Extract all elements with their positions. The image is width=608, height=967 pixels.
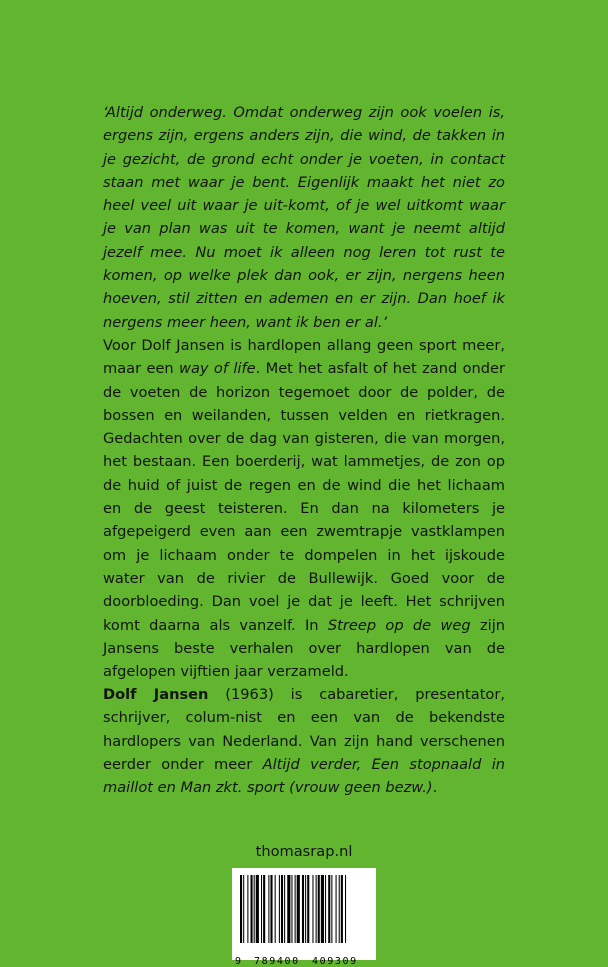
barcode-bar (325, 875, 326, 943)
author-bio: Dolf Jansen (1963) is cabaretier, presentator, schrijver, colum-nist en een van de bekendste hardlopers van Nederland. Van zijn hand verschenen eerder onder meer Altijd verder, Een stopnaald in maillot en Man zkt. sport (vrouw geen bezw.). (103, 686, 506, 797)
barcode-bar (287, 875, 290, 943)
publisher-website[interactable]: thomasrap.nl (255, 843, 353, 860)
book-title: Streep op de weg (327, 616, 471, 634)
barcode-bar (307, 875, 309, 943)
barcode-bar (247, 875, 248, 943)
barcode-bar (302, 875, 304, 943)
barcode-bar (305, 875, 306, 943)
barcode-bar (321, 875, 324, 943)
barcode-bar (243, 875, 244, 943)
ean-first-digit: 9 (235, 956, 242, 967)
barcode-bar (318, 875, 320, 943)
barcode-bar (336, 875, 337, 943)
ean-right-group: 409309 (312, 956, 358, 967)
isbn-barcode (232, 868, 376, 967)
barcode-bar (281, 875, 283, 943)
barcode-bar (254, 875, 255, 943)
barcode-bar (270, 875, 272, 943)
barcode-bar (279, 875, 280, 943)
barcode-bar (345, 875, 346, 943)
barcode-bar (328, 875, 330, 943)
barcode-bar (295, 875, 296, 943)
previous-titles: Altijd verder, Een stopnaald in maillot en Man zkt. sport (vrouw geen bezw.) (103, 755, 506, 797)
barcode-bar (297, 875, 300, 943)
blurb-paragraph: Voor Dolf Jansen is hardlopen allang geen sport meer, maar een way of life. Met het asfalt of het zand onder de voeten de horizon tegemoet door de polder, de bossen en weilanden, tussen velden en rietkragen. Gedachten over de dag van gisteren, die van morgen, het bestaan. Een boerderij, wat lammetjes, de zon op de huid of juist de regen en de wind die het lichaam en de geest teisteren. En dan na kilometers je afgepeigerd even aan een zwemtrapje vastklampen om je lichaam onder te dompelen in het ijskoude water van de rivier de Bullewijk. Goed voor de doorbloeding. Dan voel je dat je leeft. Het schrijven komt daarna als vanzelf. In Streep op de weg zijn Jansens beste verhalen over hardlopen van de afgelopen vijftien jaar verzameld. (103, 337, 505, 681)
barcode-bar (261, 875, 262, 943)
barcode-bar (240, 875, 242, 943)
barcode-bar (331, 875, 332, 943)
barcode-bar (291, 875, 292, 943)
barcode-bars (240, 875, 368, 943)
barcode-bar (339, 875, 340, 943)
ean-left-group: 789400 (254, 956, 300, 967)
book-blurb (103, 334, 505, 683)
barcode-bar (284, 875, 285, 943)
barcode-bar (263, 875, 265, 943)
barcode-bar (316, 875, 317, 943)
author-name: Dolf Jansen (103, 686, 209, 703)
barcode-bar (251, 875, 253, 943)
back-cover-quote (103, 101, 505, 334)
quote-text: ‘Altijd onderweg. Omdat onderweg zijn ook voelen is, ergens zijn, ergens anders zijn, die wind, de takken in je gezicht, de grond echt onder je voeten, in contact staan met waar je bent. Eigenlijk maakt het niet zo heel veel uit waar je uit-komt, of je wel uitkomt waar je van plan was uit te komen, want je neemt altijd jezelf mee. Nu moet ik alleen nog leren tot rust te komen, op welke plek dan ook, er zijn, nergens heen hoeven, stil zitten en ademen en er zijn. Dan hoef ik nergens meer heen, want ik ben er al.’ (103, 104, 505, 331)
barcode-bar (312, 875, 313, 943)
barcode-bar (268, 875, 269, 943)
barcode-bar (275, 875, 276, 943)
barcode-bar (341, 875, 343, 943)
barcode-bar (256, 875, 259, 943)
